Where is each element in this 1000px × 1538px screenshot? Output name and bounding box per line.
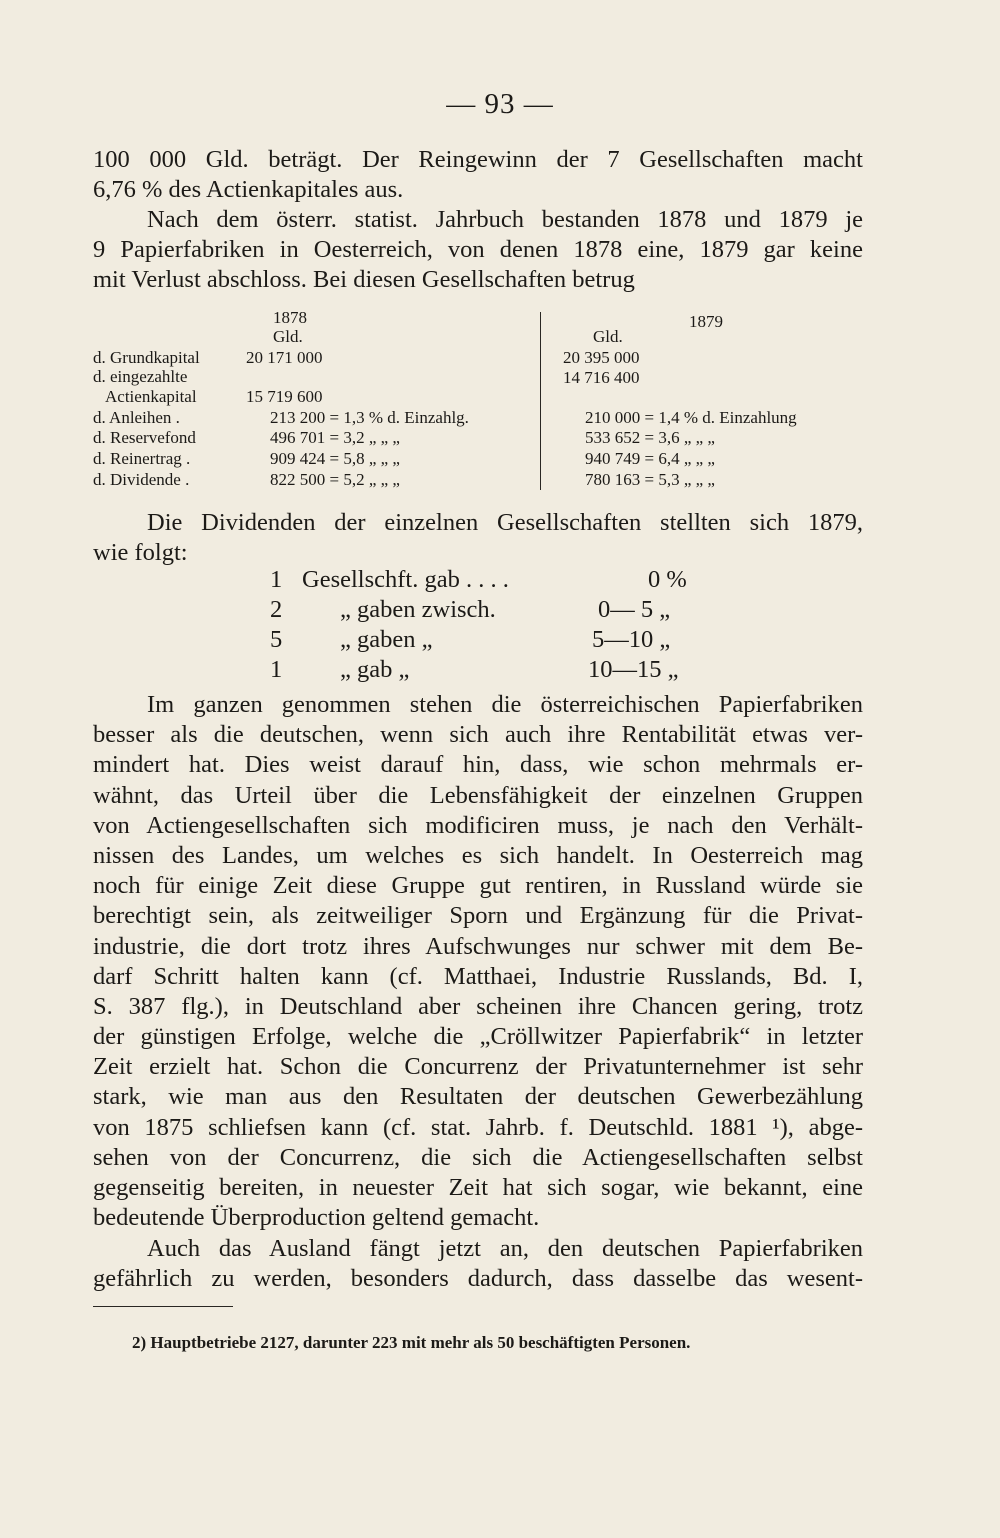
dividend-text: „ gab „ (340, 656, 410, 683)
text-line: stark, wie man aus den Resultaten der deutschen Gewerbezählung (93, 1083, 863, 1111)
table-row-label: Actienkapital (105, 387, 197, 406)
table-cell-1878: 909 424 = 5,8 „ „ „ (270, 449, 400, 468)
table-header-1879: 1879 (689, 312, 723, 331)
text-line: Auch das Ausland fängt jetzt an, den deutschen Papierfabriken (147, 1235, 863, 1262)
text-line: gegenseitig bereiten, in neuester Zeit hat sich sogar, wie bekannt, eine (93, 1174, 863, 1201)
table-unit-1878: Gld. (273, 327, 303, 346)
dividend-range: 0 % (648, 566, 687, 593)
text-line: mindert hat. Dies weist darauf hin, dass, wie schon mehrmals er- (93, 751, 863, 779)
table-cell-1878: 20 171 000 (246, 348, 323, 367)
dividend-count: 2 (270, 596, 283, 623)
footnote-rule (93, 1306, 233, 1307)
paragraph-4 (93, 690, 863, 1233)
table-cell-1879: 20 395 000 (563, 348, 640, 367)
page-number: — 93 — (446, 88, 554, 120)
table-cell-1878: 213 200 = 1,3 % d. Einzahlg. (270, 408, 469, 427)
text-line: 9 Papierfabriken in Oesterreich, von denen 1878 eine, 1879 gar keine (93, 236, 863, 264)
text-line: wähnt, das Urteil über die Lebensfähigkeit der einzelnen Gruppen (93, 781, 863, 809)
text-line: 100 000 Gld. beträgt. Der Reingewinn der 7 Gesellschaften macht (93, 146, 863, 173)
table-cell-1879: 14 716 400 (563, 368, 640, 387)
text-line: Im ganzen genommen stehen die österreichischen Papierfabriken (147, 691, 863, 718)
table-cell-1878: 15 719 600 (246, 387, 323, 406)
table-unit-1879: Gld. (593, 327, 623, 346)
table-row-label: d. eingezahlte (93, 367, 188, 386)
dividend-text: Gesellschft. gab . . . . (302, 566, 509, 593)
paragraph-3 (93, 508, 863, 568)
table-cell-1879: 533 652 = 3,6 „ „ „ (585, 428, 715, 447)
dividend-range: 0— 5 „ (598, 596, 671, 623)
table-row-label: d. Anleihen . (93, 408, 180, 427)
paragraph-1 (93, 145, 863, 205)
finance-table (93, 300, 873, 500)
dividend-range: 10—15 „ (588, 656, 679, 683)
table-row-label: d. Reinertrag . (93, 449, 191, 468)
text-line: gefährlich zu werden, besonders dadurch, dass dasselbe das wesent- (93, 1265, 863, 1293)
table-header-1878: 1878 (273, 308, 307, 327)
dividend-range: 5—10 „ (592, 626, 671, 653)
text-line: sehen von der Concurrenz, die sich die Actiengesellschaften selbst (93, 1143, 863, 1171)
text-line: mit Verlust abschloss. Bei diesen Gesellschaften betrug (93, 266, 635, 294)
dividend-text: „ gaben zwisch. (340, 596, 496, 623)
text-line: bedeutende Überproduction geltend gemacht. (93, 1204, 540, 1232)
paragraph-2 (93, 205, 863, 296)
text-line: der günstigen Erfolge, welche die „Cröllwitzer Papierfabrik“ in letzter (93, 1023, 863, 1051)
text-line: darf Schritt halten kann (cf. Matthaei, Industrie Russlands, Bd. I, (93, 962, 863, 990)
table-row-label: d. Grundkapital (93, 348, 200, 367)
table-cell-1879: 940 749 = 6,4 „ „ „ (585, 449, 715, 468)
text-line: industrie, die dort trotz ihres Aufschwunges nur schwer mit dem Be- (93, 932, 863, 960)
dividend-count: 5 (270, 626, 283, 653)
text-line: von Actiengesellschaften sich modificiren muss, je nach den Verhält- (93, 811, 863, 839)
text-line: Die Dividenden der einzelnen Gesellschaften stellten sich 1879, (147, 509, 863, 536)
table-cell-1878: 822 500 = 5,2 „ „ „ (270, 470, 400, 489)
text-line: von 1875 schliefsen kann (cf. stat. Jahrb. f. Deutschld. 1881 ¹), abge- (93, 1113, 863, 1141)
table-row-label: d. Dividende . (93, 470, 190, 489)
table-cell-1879: 210 000 = 1,4 % d. Einzahlung (585, 408, 797, 427)
text-line: noch für einige Zeit diese Gruppe gut rentiren, in Russland würde sie (93, 872, 863, 900)
table-cell-1879: 780 163 = 5,3 „ „ „ (585, 470, 715, 489)
text-line: 6,76 % des Actienkapitales aus. (93, 176, 404, 204)
text-line: Nach dem österr. statist. Jahrbuch bestanden 1878 und 1879 je (147, 206, 863, 233)
table-row-label: d. Reservefond (93, 428, 196, 447)
dividend-count: 1 (270, 566, 283, 593)
text-line: wie folgt: (93, 539, 188, 567)
table-cell-1878: 496 701 = 3,2 „ „ „ (270, 428, 400, 447)
dividend-text: „ gaben „ (340, 626, 433, 653)
text-line: nissen des Landes, um welches es sich handelt. In Oesterreich mag (93, 841, 863, 869)
text-line: Zeit erzielt hat. Schon die Concurrenz der Privatunternehmer ist sehr (93, 1053, 863, 1081)
footnote: 2) Hauptbetriebe 2127, darunter 223 mit mehr als 50 beschäftigten Personen. (132, 1333, 691, 1352)
paragraph-5 (93, 1234, 863, 1294)
text-line: besser als die deutschen, wenn sich auch ihre Rentabilität etwas ver- (93, 721, 863, 749)
dividend-count: 1 (270, 656, 283, 683)
text-line: S. 387 flg.), in Deutschland aber scheinen ihre Chancen gering, trotz (93, 992, 863, 1020)
table-divider (540, 312, 541, 490)
text-line: berechtigt sein, als zeitweiliger Sporn und Ergänzung für die Privat- (93, 902, 863, 930)
